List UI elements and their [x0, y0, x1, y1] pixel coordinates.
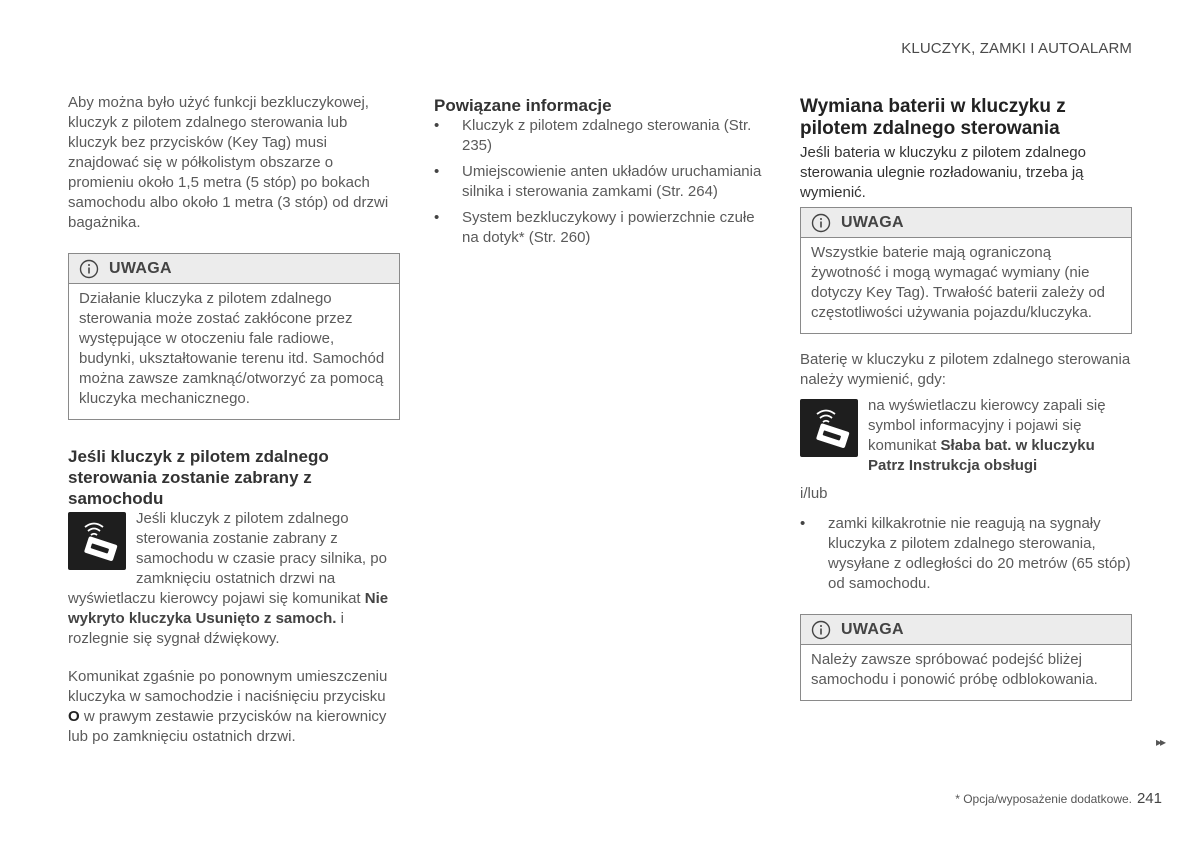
- message-clear-paragraph: [68, 667, 400, 747]
- condition-list: [800, 514, 1132, 594]
- condition-item: • zamki kilkakrotnie nie reagują na sygnały kluczyka z pilotem zdalnego sterowania, wysyłane z odległości do 20 metrów (65 stóp) od samochodu.: [800, 514, 1132, 594]
- related-link[interactable]: • System bezkluczykowy i powierzchnie czułe na dotyk* (Str. 260): [434, 208, 766, 248]
- section-title: KLUCZYK, ZAMKI I AUTOALARM: [901, 40, 1132, 57]
- related-link[interactable]: • Kluczyk z pilotem zdalnego sterowania (Str. 235): [434, 116, 766, 156]
- related-link[interactable]: • Umiejscowienie anten układów uruchamiania silnika i sterowania zamkami (Str. 264): [434, 162, 766, 202]
- section-heading: Jeśli kluczyk z pilotem zdalnego sterowania zostanie zabrany z samochodu: [68, 447, 329, 508]
- and-or-label: i/lub: [800, 485, 828, 502]
- steering-button-label: O: [68, 708, 80, 725]
- battery-intro: Jeśli bateria w kluczyku z pilotem zdalnego sterowania ulegnie rozładowaniu, trzeba ją wymienić.: [800, 144, 1086, 201]
- display-message: Słaba bat. w kluczyku Patrz Instrukcja obsługi: [868, 437, 1095, 474]
- note-title: UWAGA: [109, 259, 172, 277]
- note-box: [68, 253, 400, 420]
- note-body: Działanie kluczyka z pilotem zdalnego sterowania może zostać zakłócone przez występujące w otoczeniu fale radiowe, budynki, ukształtowanie terenu itd. Samochód można zawsze zamknąć/otworzyć za pomocą kluczyka mechanicznego.: [79, 290, 385, 407]
- note-box: [800, 614, 1132, 701]
- related-info-list: [434, 116, 766, 248]
- text-segment: Jeśli kluczyk z pilotem zdalnego sterowania zostanie zabrany z samochodu w czasie pracy silnika, po zamknięciu ostatnich drzwi na wyświetlaczu kierowcy pojawi się komunikat: [68, 510, 387, 607]
- low-battery-paragraph: [800, 396, 1132, 476]
- column-middle: [434, 93, 766, 254]
- footnote: [955, 792, 1132, 806]
- text-segment: i rozlegnie się sygnał dźwiękowy.: [68, 610, 344, 647]
- note-box: [800, 207, 1132, 334]
- note-header: [801, 615, 1131, 645]
- note-body: Należy zawsze spróbować podejść bliżej samochodu i ponowić próbę odblokowania.: [811, 651, 1098, 688]
- battery-replace-heading: Wymiana baterii w kluczyku z pilotem zdalnego sterowania: [800, 96, 1066, 139]
- text-segment: w prawym zestawie przycisków na kierownicy lub po zamknięciu ostatnich drzwi.: [68, 708, 387, 745]
- info-icon: [811, 213, 831, 233]
- continue-arrows-icon: ▸▸: [1155, 735, 1164, 749]
- info-icon: [79, 259, 99, 279]
- key-removed-paragraph: [68, 509, 400, 649]
- note-title: UWAGA: [841, 620, 904, 638]
- page-number: 241: [1136, 790, 1162, 807]
- text-segment: na wyświetlaczu kierowcy zapali się symbol informacyjny i pojawi się komunikat: [868, 397, 1106, 454]
- column-left: [68, 93, 400, 747]
- replace-when-paragraph: Baterię w kluczyku z pilotem zdalnego sterowania należy wymienić, gdy:: [800, 351, 1131, 388]
- note-header: [69, 254, 399, 284]
- related-info-heading: Powiązane informacje: [434, 96, 612, 115]
- column-right: [800, 93, 1132, 727]
- info-icon: [811, 620, 831, 640]
- footnote-text: * Opcja/wyposażenie dodatkowe.: [955, 792, 1132, 806]
- note-body: Wszystkie baterie mają ograniczoną żywotność i mogą wymagać wymiany (nie dotyczy Key Tag). Trwałość baterii zależy od częstotliwości używania pojazdu/kluczyka.: [811, 244, 1106, 321]
- key-battery-icon: [800, 399, 858, 457]
- note-title: UWAGA: [841, 213, 904, 231]
- text-segment: Komunikat zgaśnie po ponownym umieszczeniu kluczyka w samochodzie i naciśnięciu przycisku: [68, 668, 388, 705]
- note-header: [801, 208, 1131, 238]
- key-signal-icon: [68, 512, 126, 570]
- display-message: Nie wykryto kluczyka Usunięto z samoch.: [68, 590, 389, 627]
- intro-paragraph: Aby można było użyć funkcji bezkluczykowej, kluczyk z pilotem zdalnego sterowania lub kluczyk bez przycisków (Key Tag) musi znajdować się w półkolistym obszarze o promieniu około 1,5 metra (5 stóp) po bokach samochodu albo około 1 metra (3 stóp) od drzwi bagażnika.: [68, 94, 389, 231]
